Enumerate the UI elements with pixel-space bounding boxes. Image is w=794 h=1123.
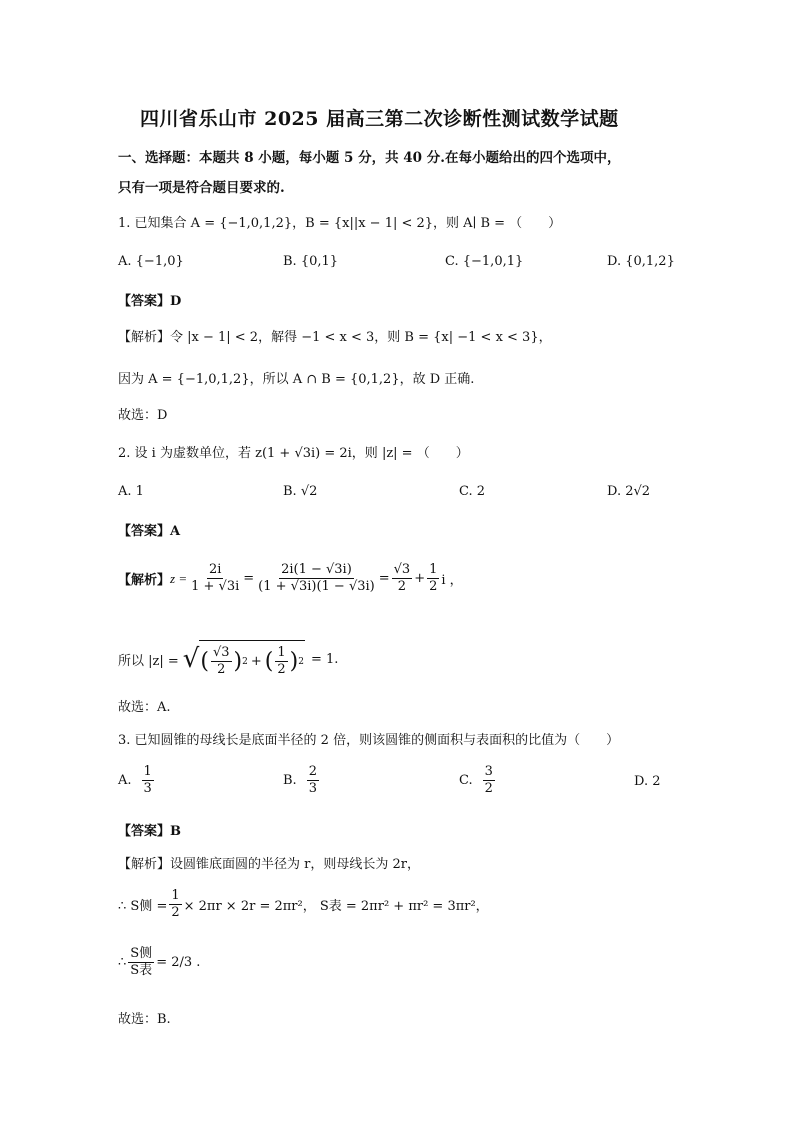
q1-option-d: D. {0,1,2} — [607, 254, 675, 269]
q3-option-a — [118, 764, 156, 797]
q2-fraction-2 — [256, 562, 377, 595]
q2-option-c: C. 2 — [459, 484, 486, 499]
q3-half-denominator: 2 — [171, 905, 180, 920]
q3-explanation-3 — [118, 946, 200, 979]
q3-choice: 故选：B. — [118, 1012, 171, 1027]
q3-ratio-denominator: S表 — [130, 963, 153, 978]
q3-answer: 【答案】B — [118, 824, 181, 839]
q2-fraction-2-denominator: (1 + √3i)(1 − √3i) — [258, 579, 375, 594]
q2-modulus-term-1 — [211, 645, 232, 678]
q3-option-a-label: A. — [118, 773, 132, 788]
q3-option-c-numerator: 3 — [484, 764, 493, 779]
q2-modulus-term-2-numerator: 1 — [277, 645, 286, 660]
q2-explanation: 【解析】 z = $\frac{2i}{1 + √3i}$ = $\frac{2i(1 - √3i)}{(1 + √3i)(1 - √3i)}$ = $\frac{√3}{2}$ + $\frac{1}{2}$ i ， — [118, 562, 463, 594]
q1-option-a: A. {−1,0} — [118, 254, 184, 269]
page-title: 四川省乐山市 2025 届高三第二次诊断性测试数学试题 — [140, 108, 619, 130]
q2-explanation-label: 【解析】 — [118, 573, 171, 588]
q2-fraction-3-numerator: √3 — [393, 562, 411, 577]
q2-fraction-4-numerator: 1 — [429, 562, 438, 577]
q1-option-c: C. {−1,0,1} — [445, 254, 524, 269]
q1-explanation-1: 【解析】令 |x − 1| < 2，解得 −1 < x < 3，则 B = {x| −1 < x < 3}， — [118, 330, 552, 345]
section-heading-line1: 一、选择题：本题共 8 小题，每小题 5 分，共 40 分.在每小题给出的四个选项中， — [118, 150, 621, 166]
q2-fraction-4 — [427, 562, 439, 595]
q3-option-d: D. 2 — [634, 774, 661, 789]
q1-answer: 【答案】D — [118, 294, 182, 309]
q2-modulus-label: 所以 |z| = — [118, 653, 179, 669]
q2-choice: 故选：A. — [118, 700, 171, 715]
q2-modulus-term-2 — [275, 645, 287, 678]
q2-option-d: D. 2√2 — [607, 484, 651, 499]
q3-explanation-1: 【解析】设圆锥底面圆的半径为 r，则母线长为 2r， — [118, 857, 420, 872]
q3-explanation-2-rest: × 2πr × 2r = 2πr²， S表 = 2πr² + πr² = 3πr²， — [183, 899, 489, 914]
q2-fraction-1-denominator: 1 + √3i — [191, 579, 240, 594]
q2-modulus-term-2-denominator: 2 — [277, 662, 286, 677]
q2-explanation-tail: i ， — [441, 573, 463, 588]
q2-fraction-3-denominator: 2 — [397, 579, 407, 594]
q3-option-c — [459, 764, 497, 797]
q3-ratio-numerator: S侧 — [130, 946, 153, 961]
q2-option-a: A. 1 — [118, 484, 144, 499]
q3-option-a-numerator: 1 — [143, 764, 152, 779]
q1-explanation-2: 因为 A = {−1,0,1,2}，所以 A ∩ B = {0,1,2}，故 D 正确. — [118, 372, 475, 387]
q1-stem: 1. 已知集合 A = {−1,0,1,2}，B = {x||x − 1| < 2}，则 A∣ B = （ ） — [118, 216, 562, 231]
q3-option-a-denominator: 3 — [143, 781, 152, 796]
q2-modulus — [118, 640, 338, 678]
q2-fraction-4-denominator: 2 — [429, 579, 438, 594]
q3-ratio-fraction — [128, 946, 154, 979]
q2-z-symbol: z = — [170, 570, 188, 586]
q2-fraction-1 — [189, 562, 241, 595]
q1-option-b: B. {0,1} — [283, 254, 339, 269]
q3-half-fraction — [169, 888, 181, 921]
q2-fraction-1-numerator: 2i — [208, 562, 222, 577]
q1-choice: 故选：D — [118, 408, 168, 423]
q2-modulus-result: = 1. — [310, 651, 339, 667]
q2-fraction-3 — [392, 562, 413, 595]
q3-half-numerator: 1 — [171, 888, 180, 903]
q3-explanation-2-lead: ∴ S侧 = — [118, 899, 168, 914]
q3-option-a-fraction — [142, 764, 154, 797]
q2-modulus-term-1-denominator: 2 — [217, 662, 226, 677]
q3-option-c-denominator: 2 — [484, 781, 493, 796]
q2-answer: 【答案】A — [118, 524, 181, 539]
sqrt-icon: √ — [182, 644, 200, 674]
section-heading-line2: 只有一项是符合题目要求的. — [118, 180, 285, 196]
q2-option-b: B. √2 — [283, 484, 318, 499]
q3-option-b-denominator: 3 — [308, 781, 317, 796]
q3-option-c-fraction — [483, 764, 495, 797]
q2-modulus-term-1-numerator: √3 — [212, 645, 230, 660]
q3-option-b — [283, 764, 321, 797]
q3-explanation-2 — [118, 888, 489, 921]
q3-option-b-label: B. — [283, 773, 297, 788]
q3-stem: 3. 已知圆锥的母线长是底面半径的 2 倍，则该圆锥的侧面积与表面积的比值为（ ） — [118, 733, 620, 748]
q2-fraction-2-numerator: 2i(1 − √3i) — [281, 562, 352, 577]
q2-stem: 2. 设 i 为虚数单位，若 z(1 + √3i) = 2i，则 |z| = （ ） — [118, 446, 469, 461]
q3-ratio-result: = 2/3 . — [156, 955, 201, 970]
q3-therefore-symbol: ∴ — [118, 955, 127, 970]
q2-modulus-radicand: ( $\frac{√3}{2}$ ) 2 + ( $\frac{1}{2}$ ) 2 — [199, 640, 305, 678]
q3-option-b-numerator: 2 — [308, 764, 317, 779]
q3-option-c-label: C. — [459, 773, 473, 788]
q3-option-b-fraction — [307, 764, 319, 797]
